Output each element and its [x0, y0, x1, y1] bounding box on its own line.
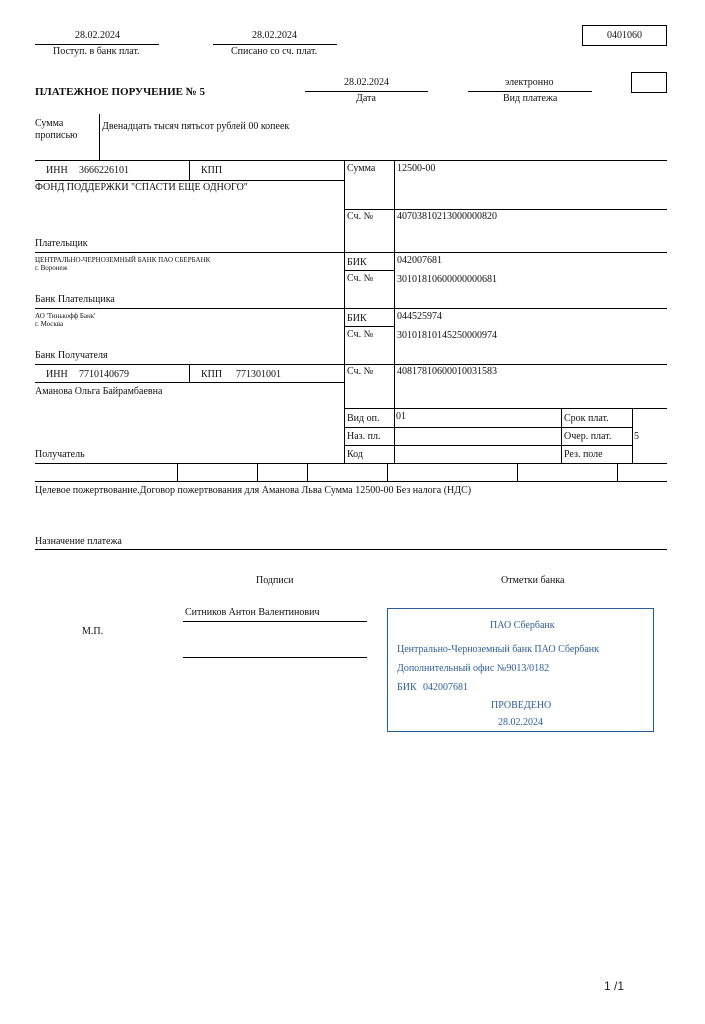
grid-vline [189, 364, 190, 382]
grid-vline [387, 463, 388, 481]
stamp-status: ПРОВЕДЕНО [491, 700, 552, 711]
payer-account: 40703810213000000820 [397, 211, 497, 222]
amount-words-label-1: Сумма [35, 118, 64, 129]
grid-vline [189, 160, 190, 180]
order-date: 28.02.2024 [344, 77, 389, 88]
payee-label: Получатель [35, 449, 85, 460]
purpose-code-label: Наз. пл. [347, 431, 381, 442]
payer-account-label: Сч. № [347, 211, 374, 222]
stamp-bank: ПАО Сбербанк [490, 620, 555, 631]
payer-bank-account-label: Сч. № [347, 273, 374, 284]
payer-bank-label: Банк Плательщика [35, 294, 115, 305]
payee-inn-label: ИНН [46, 369, 68, 380]
code-label: Код [347, 449, 363, 460]
signature-line-1 [183, 621, 367, 622]
bank-marks-label: Отметки банка [501, 575, 565, 586]
payee-account-label: Сч. № [347, 366, 374, 377]
grid-line [344, 427, 632, 428]
grid-line [35, 180, 344, 181]
payee-bank-account-label: Сч. № [347, 329, 374, 340]
stamp-branch: Центрально-Черноземный банк ПАО Сбербанк [397, 644, 600, 655]
grid-vline [561, 408, 562, 463]
grid-vline [617, 463, 618, 481]
payer-bank-name: ЦЕНТРАЛЬНО-ЧЕРНОЗЕМНЫЙ БАНК ПАО СБЕРБАНК [35, 256, 211, 264]
payee-bank-bik-label: БИК [347, 313, 367, 324]
payee-bank-label: Банк Получателя [35, 350, 108, 361]
payee-bank-name: АО 'Тинькофф Банк' [35, 312, 96, 320]
amount-words-text: Двенадцать тысяч пятьсот рублей 00 копеек [102, 121, 290, 132]
received-label: Поступ. в банк плат. [53, 46, 140, 57]
signature-line-2 [183, 657, 367, 658]
stamp-office: Дополнительный офис №9013/0182 [397, 663, 550, 674]
document-title: ПЛАТЕЖНОЕ ПОРУЧЕНИЕ № 5 [35, 86, 206, 98]
op-type: 01 [396, 411, 406, 422]
grid-vline [394, 160, 395, 463]
grid-line [344, 270, 394, 271]
purpose-label: Назначение платежа [35, 536, 122, 547]
received-date: 28.02.2024 [75, 30, 120, 41]
debited-date-line [213, 44, 337, 45]
order-date-line [305, 91, 428, 92]
grid-line [35, 252, 667, 253]
page-number: 1 /1 [604, 979, 625, 993]
amount-words-label-2: прописью [35, 130, 78, 141]
grid-line [344, 408, 667, 409]
grid-vline [177, 463, 178, 481]
payee-account: 40817810600010031583 [397, 366, 497, 377]
payer-bank-city: г. Воронеж [35, 264, 68, 272]
term-label: Срок плат. [564, 413, 609, 424]
amount-label: Сумма [347, 163, 376, 174]
grid-line [344, 326, 394, 327]
grid-vline [257, 463, 258, 481]
grid-vline [517, 463, 518, 481]
grid-line [344, 209, 667, 210]
payee-name: Аманова Ольга Байрамбаевна [35, 386, 163, 397]
stamp-date: 28.02.2024 [498, 717, 543, 728]
debited-date: 28.02.2024 [252, 30, 297, 41]
signer-name: Ситников Антон Валентинович [185, 607, 320, 618]
form-code: 0401060 [607, 30, 642, 41]
grid-line [344, 445, 632, 446]
op-type-label: Вид оп. [347, 413, 380, 424]
order-date-label: Дата [356, 93, 376, 104]
payee-bank-account: 30101810145250000974 [397, 330, 497, 341]
payer-bank-bik: 042007681 [397, 255, 442, 266]
amount-value: 12500-00 [397, 163, 436, 174]
grid-line [35, 308, 667, 309]
queue-value: 5 [634, 431, 639, 442]
grid-line [35, 382, 344, 383]
grid-vline [307, 463, 308, 481]
reserve-label: Рез. поле [564, 449, 603, 460]
payer-kpp-label: КПП [201, 165, 223, 176]
grid-line [35, 364, 667, 365]
bank-stamp [387, 608, 654, 732]
grid-line [35, 481, 667, 482]
payer-bank-account: 30101810600000000681 [397, 274, 497, 285]
grid-line [35, 463, 667, 464]
amount-words-divider [99, 114, 100, 160]
queue-label: Очер. плат. [564, 431, 612, 442]
grid-vline [344, 160, 345, 463]
signatures-label: Подписи [256, 575, 294, 586]
received-date-line [35, 44, 159, 45]
payer-label: Плательщик [35, 238, 88, 249]
payer-bank-bik-label: БИК [347, 257, 367, 268]
payer-inn-label: ИНН [46, 165, 68, 176]
grid-line [35, 160, 667, 161]
payment-type: электронно [505, 77, 554, 88]
payee-inn: 7710140679 [79, 369, 129, 380]
payee-bank-bik: 044525974 [397, 311, 442, 322]
purpose-line [35, 549, 667, 550]
mp-label: М.П. [82, 626, 104, 637]
purpose-text: Целевое пожертвование.Договор пожертвования для Аманова Льва Сумма 12500-00 Без налога (НДС) [35, 485, 472, 496]
debited-label: Списано со сч. плат. [231, 46, 318, 57]
payment-type-line [468, 91, 592, 92]
payee-kpp: 771301001 [236, 369, 281, 380]
grid-vline [632, 408, 633, 463]
payer-name: ФОНД ПОДДЕРЖКИ "СПАСТИ ЕЩЕ ОДНОГО" [35, 182, 248, 193]
payee-bank-city: г. Москва [35, 320, 64, 328]
stamp-bik-label: БИК [397, 682, 417, 693]
payee-kpp-label: КПП [201, 369, 223, 380]
stamp-bik: 042007681 [423, 682, 468, 693]
status-code-box [631, 72, 667, 93]
payer-inn: 3666226101 [79, 165, 129, 176]
payment-type-label: Вид платежа [503, 93, 558, 104]
